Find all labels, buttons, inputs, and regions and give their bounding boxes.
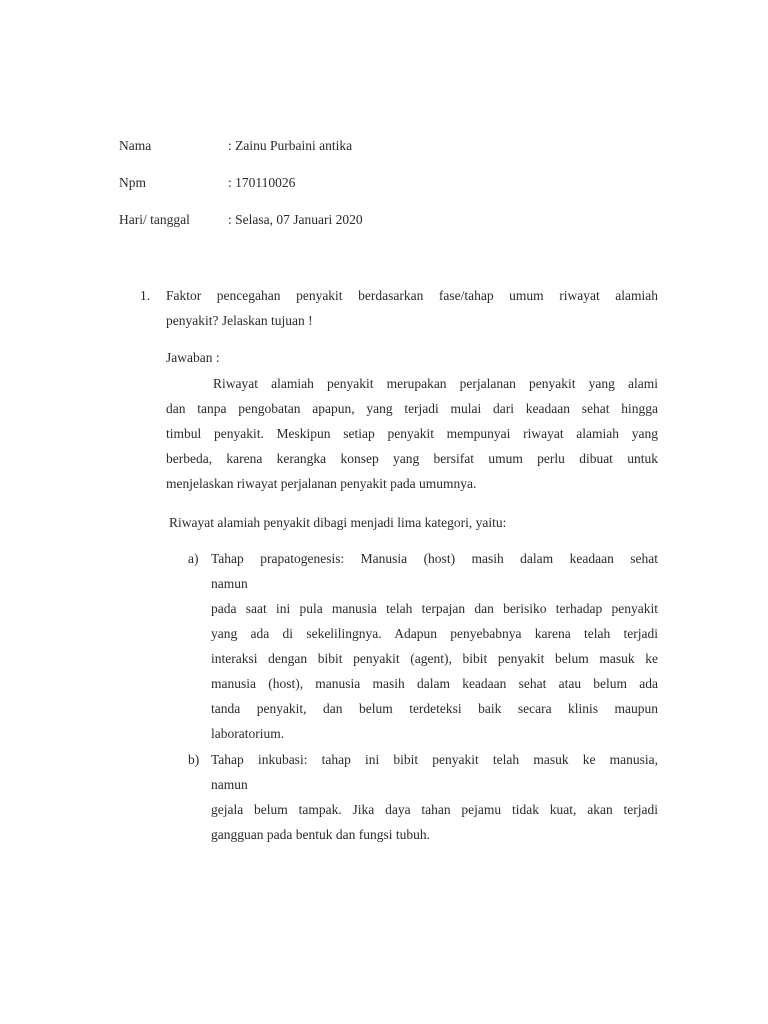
npm-label: Npm <box>119 175 146 190</box>
categories-intro: Riwayat alamiah penyakit dibagi menjadi lima kategori, yaitu: <box>169 515 507 530</box>
list-line: namun <box>211 777 248 792</box>
list-line: Tahap inkubasi: tahap ini bibit penyakit telah masuk ke manusia, <box>211 752 658 767</box>
list-marker-b: b) <box>188 752 200 767</box>
list-line: manusia (host), manusia masih dalam keadaan sehat atau belum ada <box>211 676 658 691</box>
question-text <box>166 283 658 333</box>
paragraph-line: menjelaskan riwayat perjalanan penyakit pada umumnya. <box>166 476 477 491</box>
paragraph-line: dan tanpa pengobatan apapun, yang terjadi mulai dari keadaan sehat hingga <box>166 401 658 416</box>
answer-label: Jawaban : <box>166 350 220 365</box>
list-item-b <box>211 747 658 847</box>
question-line: penyakit? Jelaskan tujuan ! <box>166 313 313 328</box>
question-number: 1. <box>140 288 151 303</box>
paragraph-line: Riwayat alamiah penyakit merupakan perjalanan penyakit yang alami <box>213 376 658 391</box>
list-item-a <box>211 546 658 746</box>
list-line: gangguan pada bentuk dan fungsi tubuh. <box>211 827 430 842</box>
list-marker-a: a) <box>188 551 199 566</box>
date-label: Hari/ tanggal <box>119 212 190 227</box>
list-line: pada saat ini pula manusia telah terpajan dan berisiko terhadap penyakit <box>211 601 658 616</box>
list-line: namun <box>211 576 248 591</box>
npm-value: : 170110026 <box>228 175 296 190</box>
name-label: Nama <box>119 138 152 153</box>
list-line: tanda penyakit, dan belum terdeteksi baik secara klinis maupun <box>211 701 658 716</box>
answer-paragraph <box>166 371 658 496</box>
list-line: Tahap prapatogenesis: Manusia (host) masih dalam keadaan sehat <box>211 551 658 566</box>
question-line: Faktor pencegahan penyakit berdasarkan fase/tahap umum riwayat alamiah <box>166 288 658 303</box>
list-line: laboratorium. <box>211 726 285 741</box>
date-value: : Selasa, 07 Januari 2020 <box>228 212 363 227</box>
paragraph-line: berbeda, karena kerangka konsep yang bersifat umum perlu dibuat untuk <box>166 451 658 466</box>
list-line: gejala belum tampak. Jika daya tahan pejamu tidak kuat, akan terjadi <box>211 802 658 817</box>
paragraph-line: timbul penyakit. Meskipun setiap penyakit mempunyai riwayat alamiah yang <box>166 426 658 441</box>
list-line: interaksi dengan bibit penyakit (agent), bibit penyakit belum masuk ke <box>211 651 658 666</box>
name-value: : Zainu Purbaini antika <box>228 138 353 153</box>
list-line: yang ada di sekelilingnya. Adapun penyebabnya karena telah terjadi <box>211 626 658 641</box>
